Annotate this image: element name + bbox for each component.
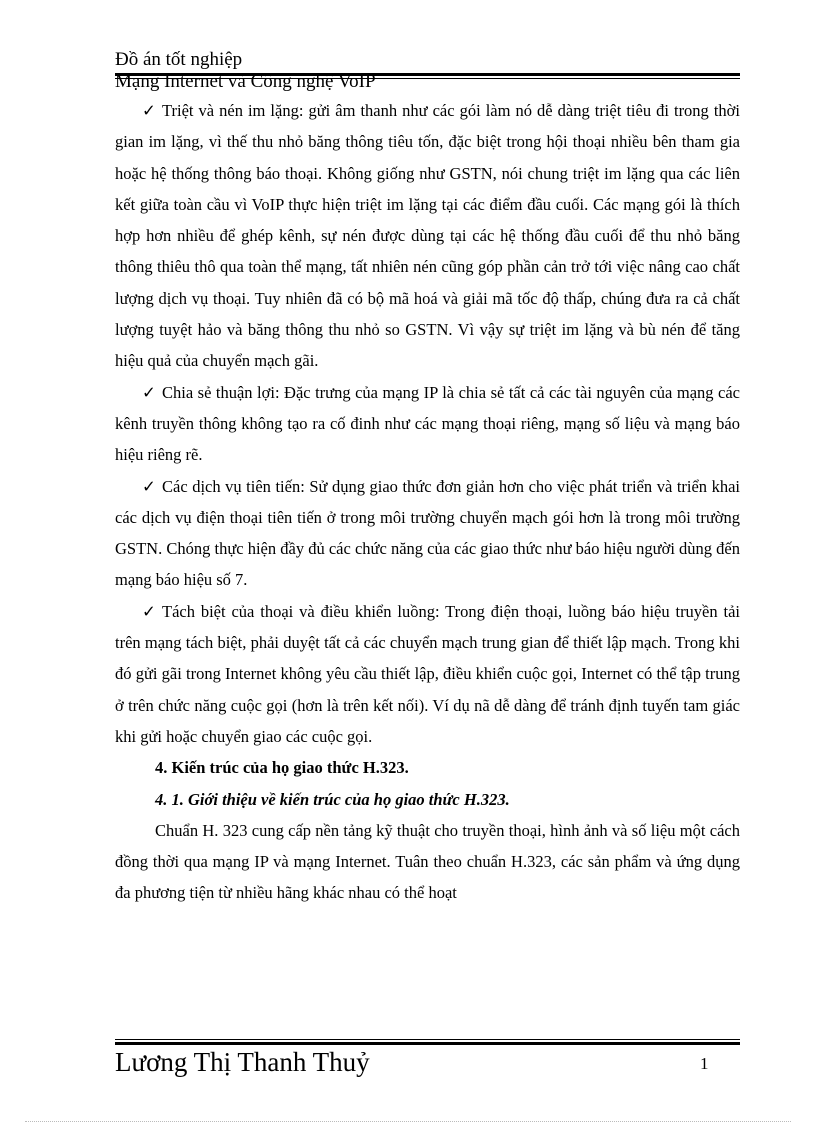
section-heading: 4. Kiến trúc của họ giao thức H.323. [155, 758, 409, 778]
bullet-paragraph [115, 596, 740, 752]
paragraph-text: Chia sẻ thuận lợi: Đặc trưng của mạng IP là chia sẻ tất cả các tài nguyên của mạng các kênh truyền thông không tạo ra cố đinh như các mạng thoại riêng, mạng số liệu và mạng báo hiệu riêng rẽ. [115, 382, 740, 465]
header-topic-title: Mạng Internet và Công nghệ VoIP [115, 71, 376, 92]
footer-author-name: Lương Thị Thanh Thuỷ [115, 1047, 370, 1077]
checkmark-icon: ✓ [142, 382, 156, 402]
footer-divider-thin [115, 1039, 740, 1040]
body-text [115, 95, 740, 909]
bullet-paragraph [115, 471, 740, 596]
subsection-heading: 4. 1. Giới thiệu về kiến trúc của họ giao thức H.323. [155, 789, 510, 809]
bullet-paragraph [115, 95, 740, 377]
checkmark-icon: ✓ [142, 601, 156, 621]
bullet-paragraph [115, 377, 740, 471]
paragraph-text: Triệt và nén im lặng: gửi âm thanh như các gói làm nó dễ dàng triệt tiêu đi trong thời gian im lặng, vì thế thu nhỏ băng thông tiêu tốn, đặc biệt trong hội thoại nhiều bên tham gia hoặc hệ thống thông báo thoại. Không giống như GSTN, nói chung triệt im lặng qua các liên kết giữa toàn cầu vì VoIP thực hiện triệt im lặng tại các điểm đầu cuối. Các mạng gói là thích hợp hơn nhiều để ghép kênh, sự nén được dùng tại các hệ thống đầu cuối để thu nhỏ băng thông thiêu thô qua toàn thể mạng, tất nhiên nén cũng góp phần cản trở tới việc nâng cao chất lượng dịch vụ thoại. Tuy nhiên đã có bộ mã hoá và giải mã tốc độ thấp, chúng đưa ra cả chất lượng tuyệt hảo và băng thông thu nhỏ so GSTN. Vì vậy sự triệt im lặng và bù nén để tăng hiệu quả của chuyển mạch gãi. [115, 101, 740, 371]
body-paragraph: Chuẩn H. 323 cung cấp nền tảng kỹ thuật cho truyền thoại, hình ảnh và số liệu một cách đồng thời qua mạng IP và mạng Internet. Tuân theo chuẩn H.323, các sản phẩm và ứng dụng đa phương tiện từ nhiều hãng khác nhau có thể hoạt [115, 820, 740, 903]
page-number: 1 [700, 1054, 709, 1073]
paragraph-text: Tách biệt của thoại và điều khiển luồng: Trong điện thoại, luồng báo hiệu truyền tải trên mạng tách biệt, phải duyệt tất cả các chuyển mạch trung gian để thiết lập mạch. Trong khi đó gửi gãi trong Internet không yêu cầu thiết lập, điều khiển cuộc gọi, Internet có thể tập trung ở trên chức năng cuộc gọi (hơn là trên kết nối). Ví dụ nã dễ dàng để tránh định tuyến tam giác khi gửi hoặc chuyển giao các cuộc gọi. [115, 601, 740, 746]
header-thesis-label: Đồ án tốt nghiệp [115, 49, 243, 70]
paragraph-text: Các dịch vụ tiên tiến: Sử dụng giao thức đơn giản hơn cho việc phát triển và triển khai các dịch vụ điện thoại tiên tiến ở trong môi trường chuyển mạch gói hơn là trong môi trường GSTN. Chóng thực hiện đầy đủ các chức năng của các giao thức như báo hiệu người dùng đến mạng báo hiệu số 7. [115, 476, 740, 590]
page-bottom-border [25, 1121, 791, 1122]
checkmark-icon: ✓ [142, 101, 156, 120]
checkmark-icon: ✓ [142, 476, 156, 496]
